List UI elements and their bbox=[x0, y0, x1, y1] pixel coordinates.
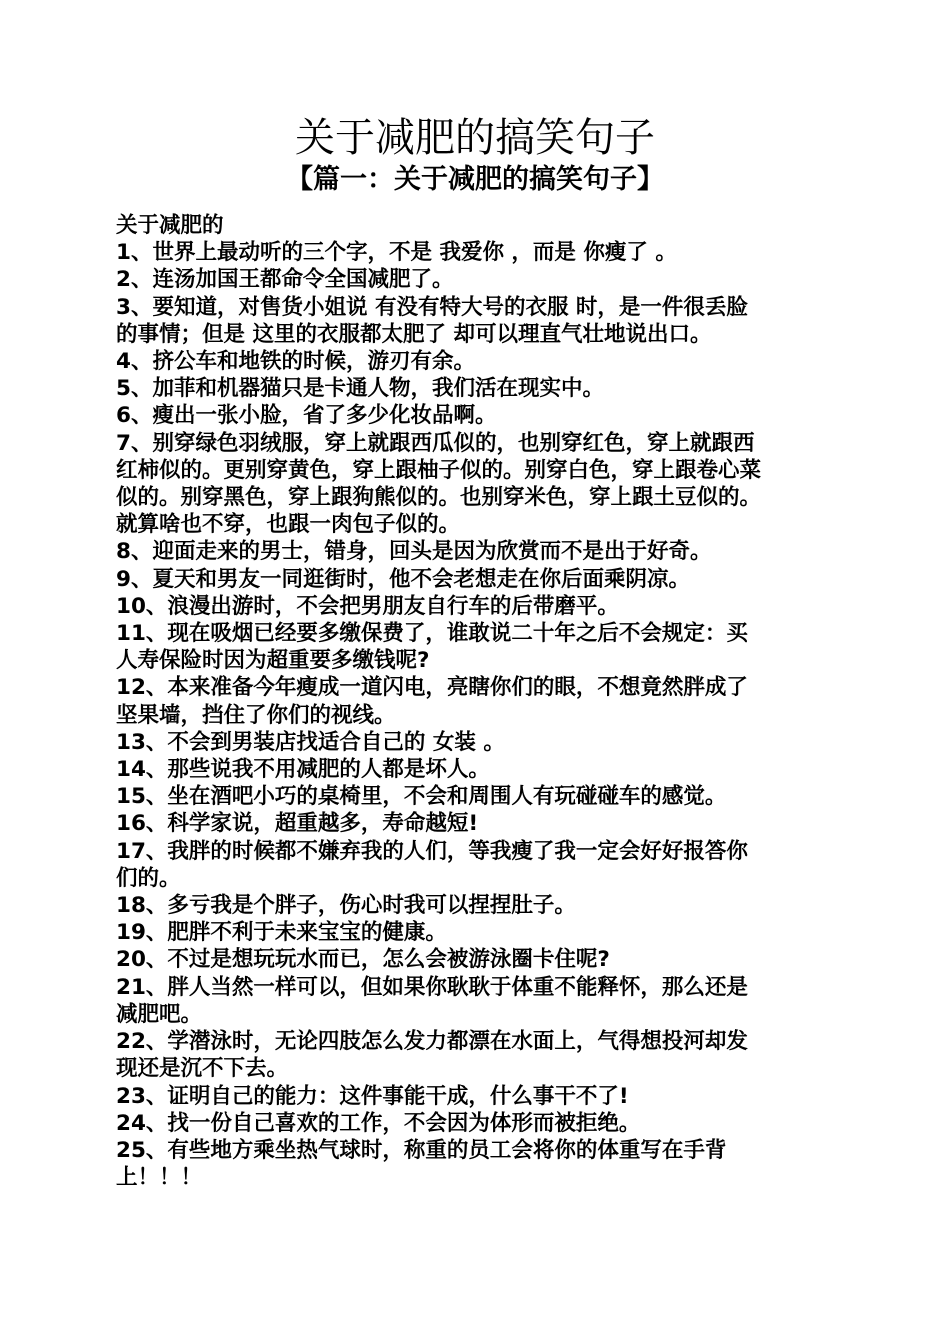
text-line: 关于减肥的 bbox=[116, 213, 224, 238]
text-line: 7、别穿绿色羽绒服，穿上就跟西瓜似的，也别穿红色，穿上就跟西 bbox=[116, 430, 755, 456]
text-line: 坚果墙，挡住了你们的视线。 bbox=[116, 702, 396, 728]
text-line: 15、坐在酒吧小巧的桌椅里，不会和周围人有玩碰碰车的感觉。 bbox=[116, 784, 727, 810]
text-line: 11、现在吸烟已经要多缴保费了，谁敢说二十年之后不会规定：买 bbox=[116, 621, 748, 647]
text-line: 22、学潜泳时，无论四肢怎么发力都漂在水面上，气得想投河却发 bbox=[116, 1029, 748, 1055]
text-line: 24、找一份自己喜欢的工作，不会因为体形而被拒绝。 bbox=[116, 1110, 641, 1136]
document-subtitle: 【篇一：关于减肥的搞笑句子】 bbox=[286, 164, 664, 195]
text-line: 现还是沉不下去。 bbox=[116, 1056, 289, 1082]
text-line: 上！！！ bbox=[116, 1165, 203, 1191]
text-line: 就算啥也不穿，也跟一肉包子似的。 bbox=[116, 512, 461, 538]
text-line: 似的。别穿黑色，穿上跟狗熊似的。也别穿米色，穿上跟土豆似的。 bbox=[116, 485, 762, 511]
text-line: 5、加菲和机器猫只是卡通人物，我们活在现实中。 bbox=[116, 376, 604, 402]
text-line: 8、迎面走来的男士，错身，回头是因为欣赏而不是出于好奇。 bbox=[116, 539, 712, 565]
text-line: 13、不会到男装店找适合自己的 女装 。 bbox=[116, 729, 505, 755]
text-line: 6、瘦出一张小脸，省了多少化妆品啊。 bbox=[116, 403, 497, 429]
text-line: 红柿似的。更别穿黄色，穿上跟柚子似的。别穿白色，穿上跟卷心菜 bbox=[116, 457, 762, 483]
text-line: 2、连汤加国王都命令全国减肥了。 bbox=[116, 267, 454, 293]
text-line: 减肥吧。 bbox=[116, 1001, 203, 1027]
text-line: 10、浪漫出游时，不会把男朋友自行车的后带磨平。 bbox=[116, 593, 619, 619]
text-line: 的事情；但是 这里的衣服都太肥了 却可以理直气壮地说出口。 bbox=[116, 321, 712, 347]
text-line: 23、证明自己的能力：这件事能干成，什么事干不了! bbox=[116, 1083, 629, 1109]
text-line: 们的。 bbox=[116, 865, 181, 891]
text-line: 12、本来准备今年瘦成一道闪电，亮瞎你们的眼，不想竟然胖成了 bbox=[116, 675, 748, 701]
text-line: 人寿保险时因为超重要多缴钱呢? bbox=[116, 648, 430, 674]
text-line: 20、不过是想玩玩水而已，怎么会被游泳圈卡住呢? bbox=[116, 947, 610, 973]
text-line: 16、科学家说，超重越多，寿命越短! bbox=[116, 811, 479, 837]
text-line: 18、多亏我是个胖子，伤心时我可以捏捏肚子。 bbox=[116, 893, 576, 919]
document-title: 关于减肥的搞笑句子 bbox=[295, 115, 655, 161]
text-line: 4、挤公车和地铁的时候，游刃有余。 bbox=[116, 349, 475, 375]
text-line: 1、世界上最动听的三个字，不是 我爱你 ，而是 你瘦了 。 bbox=[116, 240, 677, 266]
text-line: 19、肥胖不利于未来宝宝的健康。 bbox=[116, 920, 447, 946]
text-line: 25、有些地方乘坐热气球时，称重的员工会将你的体重写在手背 bbox=[116, 1137, 727, 1163]
text-line: 3、要知道，对售货小姐说 有没有特大号的衣服 时，是一件很丢脸 bbox=[116, 294, 748, 320]
text-line: 17、我胖的时候都不嫌弃我的人们，等我瘦了我一定会好好报答你 bbox=[116, 838, 748, 864]
document-body bbox=[116, 212, 836, 1191]
text-line: 9、夏天和男友一同逛街时，他不会老想走在你后面乘阴凉。 bbox=[116, 566, 690, 592]
text-line: 21、胖人当然一样可以，但如果你耿耿于体重不能释怀，那么还是 bbox=[116, 974, 748, 1000]
text-line: 14、那些说我不用减肥的人都是坏人。 bbox=[116, 757, 490, 783]
